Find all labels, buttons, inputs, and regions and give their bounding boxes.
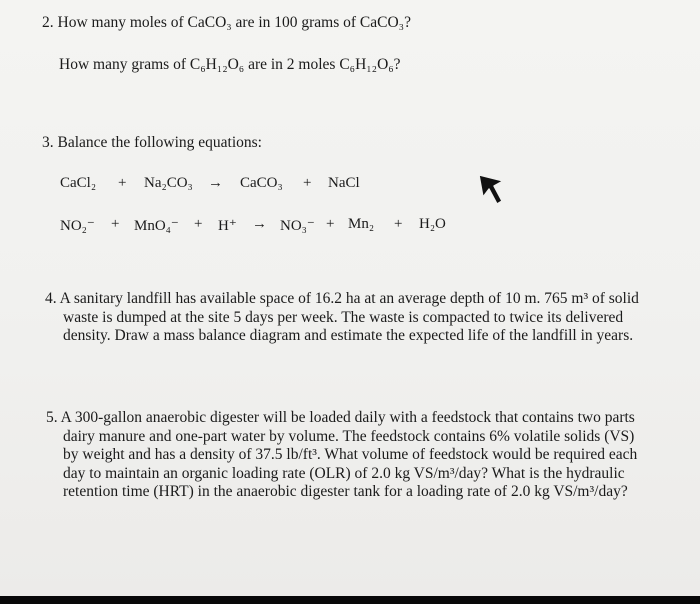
eq1-plus-1: + [118, 175, 127, 191]
mouse-pointer-icon [477, 173, 507, 207]
question-4-line-2: waste is dumped at the site 5 days per week. The waste is compacted to twice its delivered [63, 308, 624, 326]
eq1-arrow: → [208, 175, 223, 191]
eq1-term-caco3: CaCO₃ [240, 175, 283, 191]
question-4 [45, 290, 639, 346]
question-5-line-5: retention time (HRT) in the anaerobic digester tank for a loading rate of 2.0 kg VS/m³/day? [63, 483, 628, 500]
eq1-term-cacl2: CaCl₂ [60, 175, 97, 191]
eq1-plus-2: + [303, 175, 312, 191]
question-4-line-1: 4. A sanitary landfill has available space of 16.2 ha at an average depth of 10 m. 765 m³ of solid [45, 290, 639, 307]
eq2-plus-4: + [394, 216, 403, 232]
eq1-term-nacl: NaCl [328, 175, 360, 191]
eq2-term-h: H⁺ [218, 218, 237, 234]
question-5-line-1: 5. A 300-gallon anaerobic digester will be loaded daily with a feedstock that contains two parts [46, 409, 635, 426]
question-5-line-2: dairy manure and one-part water by volume. The feedstock contains 6% volatile solids (VS) [63, 427, 635, 445]
question-5 [46, 409, 637, 502]
eq2-arrow: → [252, 216, 267, 232]
eq2-term-mn2: Mn₂ [348, 216, 375, 232]
eq2-term-mno4: MnO₄⁻ [134, 218, 179, 234]
eq2-term-h2o: H₂O [419, 216, 446, 232]
eq2-plus-1: + [111, 216, 120, 232]
question-2-line-1: 2. How many moles of CaCO₃ are in 100 grams of CaCO₃? [42, 14, 411, 31]
question-3-title: 3. Balance the following equations: [42, 134, 262, 151]
eq2-term-no3: NO₃⁻ [280, 218, 315, 234]
photo-bottom-edge [0, 596, 700, 604]
question-5-line-4: day to maintain an organic loading rate (OLR) of 2.0 kg VS/m³/day? What is the hydraulic [63, 464, 625, 482]
eq1-term-na2co3: Na₂CO₃ [144, 175, 193, 191]
question-2-line-2: How many grams of C₆H₁₂O₆ are in 2 moles C₆H₁₂O₆? [59, 56, 401, 73]
eq2-term-no2: NO₂⁻ [60, 218, 95, 234]
eq2-plus-3: + [326, 216, 335, 232]
eq2-plus-2: + [194, 216, 203, 232]
question-5-line-3: by weight and has a density of 37.5 lb/ft³. What volume of feedstock would be required each [63, 446, 638, 463]
question-4-line-3: density. Draw a mass balance diagram and estimate the expected life of the landfill in years. [63, 327, 634, 344]
